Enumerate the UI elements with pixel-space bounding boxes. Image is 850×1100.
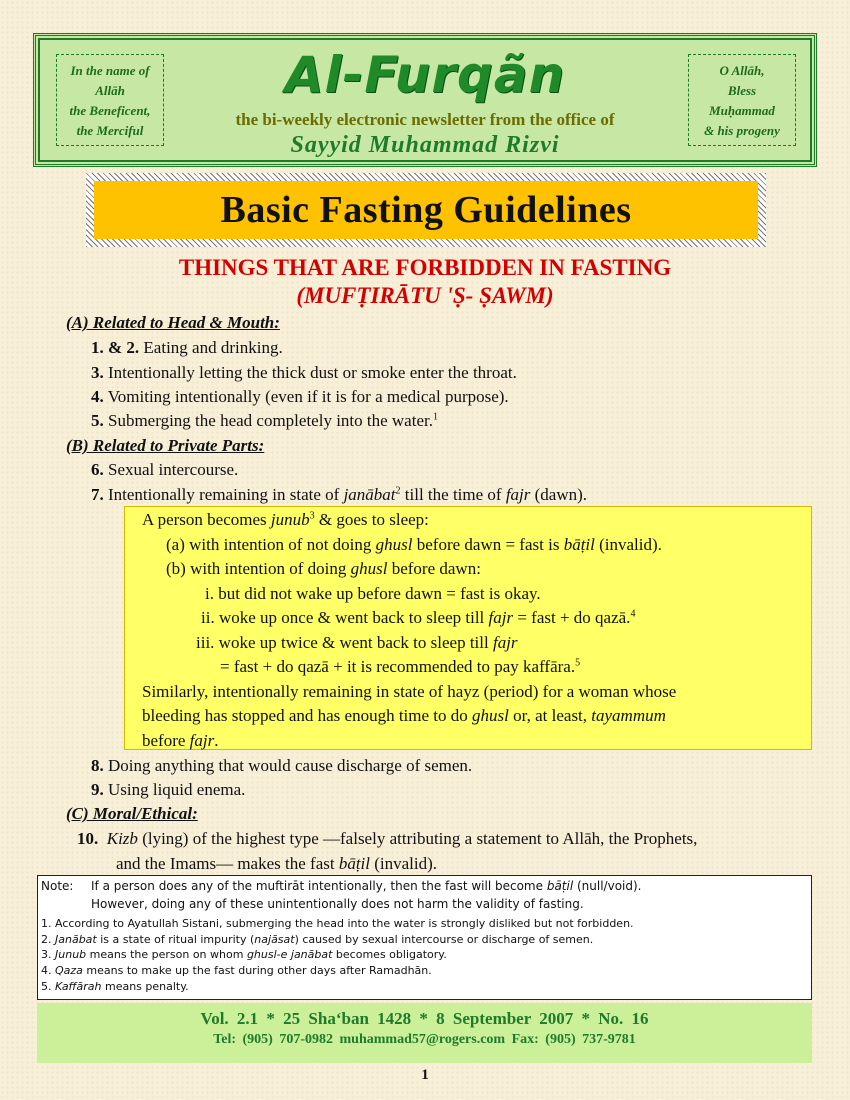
box-line: [166, 559, 481, 579]
box-line: i. but did not wake up before dawn = fast is okay.: [205, 584, 541, 603]
item-number: 8.: [91, 756, 104, 775]
box-line: [196, 633, 518, 653]
box-text: or, at least,: [508, 706, 592, 725]
list-item: [91, 460, 238, 480]
item-text: Sexual intercourse.: [103, 460, 239, 479]
box-text: iii. woke up twice & went back to sleep till: [196, 633, 493, 652]
section-heading: THINGS THAT ARE FORBIDDEN IN FASTING: [178, 255, 672, 280]
item-text: (dawn).: [530, 485, 588, 504]
box-line: [220, 657, 580, 677]
item-text: Doing anything that would cause discharge of semen.: [103, 756, 473, 775]
box-text: (b) with intention of doing: [166, 559, 351, 578]
highlight-box: [124, 506, 812, 750]
term: Kaffārah: [55, 980, 102, 993]
item-number: 7.: [91, 485, 104, 504]
bismillah-line: In the name of: [70, 63, 150, 78]
salawat-box: [688, 54, 796, 146]
bismillah-line: the Merciful: [76, 123, 144, 138]
list-item: [77, 829, 697, 849]
term: fajr: [492, 633, 518, 652]
box-text: A person becomes: [142, 510, 271, 529]
item-text: Vomiting intentionally (even if it is for a medical purpose).: [103, 387, 509, 406]
footnote-ref: 1: [432, 411, 438, 423]
note-text: If a person does any of the muftirāt intentionally, then the fast will become: [91, 879, 547, 893]
term: bāṭil: [563, 535, 595, 554]
item-number: 6.: [91, 460, 104, 479]
footnote-number: 2.: [41, 933, 55, 946]
note-line: However, doing any of these unintentionally does not harm the validity of fasting.: [91, 897, 584, 911]
masthead: [33, 33, 817, 167]
footnote-ref: 4: [630, 608, 636, 620]
footnote: [41, 964, 432, 977]
item-text: Using liquid enema.: [103, 780, 246, 799]
term: fajr: [505, 485, 531, 504]
box-line: [142, 706, 666, 726]
box-line: [142, 510, 429, 530]
term: Qaza: [55, 964, 83, 977]
term: ghusl: [350, 559, 388, 578]
term: Kizb: [106, 829, 138, 848]
item-text: (invalid).: [370, 854, 438, 873]
box-line: [142, 731, 218, 751]
box-line: Similarly, intentionally remaining in state of hayz (period) for a woman whose: [142, 682, 677, 701]
term: ghusl: [375, 535, 413, 554]
footnote-text: means to make up the fast during other days after Ramadhān.: [82, 964, 432, 977]
term: ghusl-e janābat: [246, 948, 333, 961]
box-text: = fast + do qazā.: [513, 608, 631, 627]
newsletter-title: Al-Furqãn: [284, 46, 566, 104]
bismillah-line: the Beneficent,: [69, 103, 151, 118]
note-label: Note:: [41, 879, 74, 893]
footnote: [41, 948, 447, 961]
footnote-ref: 5: [575, 657, 581, 669]
box-text: ii. woke up once & went back to sleep till: [201, 608, 489, 627]
note-text: (null/void).: [573, 879, 642, 893]
box-text: = fast + do qazā + it is recommended to pay kaffāra.: [220, 657, 576, 676]
list-item: [91, 411, 438, 431]
page-number: 1: [421, 1067, 429, 1083]
list-item-continuation: [116, 854, 437, 874]
newsletter-tagline: the bi-weekly electronic newsletter from the office of: [235, 110, 615, 129]
term: fajr: [488, 608, 514, 627]
list-item: [91, 780, 245, 800]
item-number: 3.: [91, 363, 104, 382]
issue-info: Vol. 2.1 * 25 Sha‘ban 1428 * 8 September 2007 * No. 16: [200, 1009, 649, 1028]
page-title: Basic Fasting Guidelines: [94, 181, 758, 239]
salawat-line: Bless: [727, 83, 757, 98]
box-text: & goes to sleep:: [314, 510, 429, 529]
term: Janābat: [55, 933, 97, 946]
footer: [37, 1003, 812, 1063]
box-text: before: [142, 731, 190, 750]
footnote: [41, 933, 593, 946]
item-number: 5.: [91, 411, 104, 430]
box-text: before dawn = fast is: [412, 535, 564, 554]
section-b-title: (B) Related to Private Parts:: [66, 436, 265, 455]
term: ghusl: [472, 706, 509, 725]
item-number: 1. & 2.: [91, 338, 140, 357]
footnote-number: 4.: [41, 964, 55, 977]
box-text: (invalid).: [594, 535, 662, 554]
footnote-text: becomes obligatory.: [332, 948, 447, 961]
item-text: Intentionally remaining in state of: [103, 485, 344, 504]
footnote-text: means the person on whom: [86, 948, 247, 961]
item-number: 9.: [91, 780, 104, 799]
box-line: [166, 535, 662, 555]
box-text: before dawn:: [387, 559, 481, 578]
notes-box: [37, 875, 812, 1000]
list-item: [91, 387, 509, 407]
term: fajr: [189, 731, 215, 750]
bismillah-line: Allāh: [95, 83, 125, 98]
box-text: bleeding has stopped and has enough time to do: [142, 706, 473, 725]
box-line: [201, 608, 635, 628]
contact-info: Tel: (905) 707-0982 muhammad57@rogers.com Fax: (905) 737-9781: [213, 1032, 636, 1047]
box-text: .: [214, 731, 219, 750]
list-item: [91, 756, 472, 776]
term: bāṭil: [546, 879, 574, 893]
newsletter-author: Sayyid Muhammad Rizvi: [290, 132, 560, 158]
footnote-ref: 3: [309, 510, 315, 522]
section-c-title: (C) Moral/Ethical:: [66, 804, 198, 823]
footnote-text: ) caused by sexual intercourse or discharge of semen.: [294, 933, 594, 946]
item-text: till the time of: [400, 485, 506, 504]
footnote-ref: 2: [395, 485, 401, 497]
footnote-number: 5.: [41, 980, 55, 993]
item-text: Intentionally letting the thick dust or smoke enter the throat.: [103, 363, 517, 382]
term: Junub: [55, 948, 87, 961]
note-line: [91, 879, 641, 893]
list-item: [91, 485, 587, 505]
box-text: (a) with intention of not doing: [166, 535, 376, 554]
item-text: Submerging the head completely into the water.: [103, 411, 433, 430]
footnote: [41, 980, 189, 993]
footnote: 1. According to Ayatullah Sistani, submerging the head into the water is strongly disliked but not forbidden.: [41, 917, 634, 930]
salawat-line: & his progeny: [704, 123, 780, 138]
term: bāṭil: [338, 854, 370, 873]
item-number: 10.: [77, 829, 99, 848]
item-number: 4.: [91, 387, 104, 406]
item-text: and the Imams— makes the fast: [116, 854, 339, 873]
section-subheading: (MUFṬIRĀTU 'Ṣ- ṢAWM): [296, 283, 554, 308]
term: janābat: [343, 485, 396, 504]
list-item: [91, 363, 517, 383]
term: junub: [270, 510, 310, 529]
item-text: (lying) of the highest type —falsely attributing a statement to Allāh, the Prophets,: [137, 829, 698, 848]
footnote-text: means penalty.: [101, 980, 189, 993]
title-banner: [86, 173, 766, 247]
salawat-line: O Allāh,: [719, 63, 765, 78]
section-a-title: (A) Related to Head & Mouth:: [66, 313, 280, 332]
term: najāsat: [254, 933, 295, 946]
term: tayammum: [591, 706, 666, 725]
footnote-number: 3.: [41, 948, 55, 961]
footnote-text: is a state of ritual impurity (: [96, 933, 255, 946]
item-text: Eating and drinking.: [139, 338, 283, 357]
salawat-line: Muḥammad: [709, 103, 775, 118]
list-item: [91, 338, 283, 358]
